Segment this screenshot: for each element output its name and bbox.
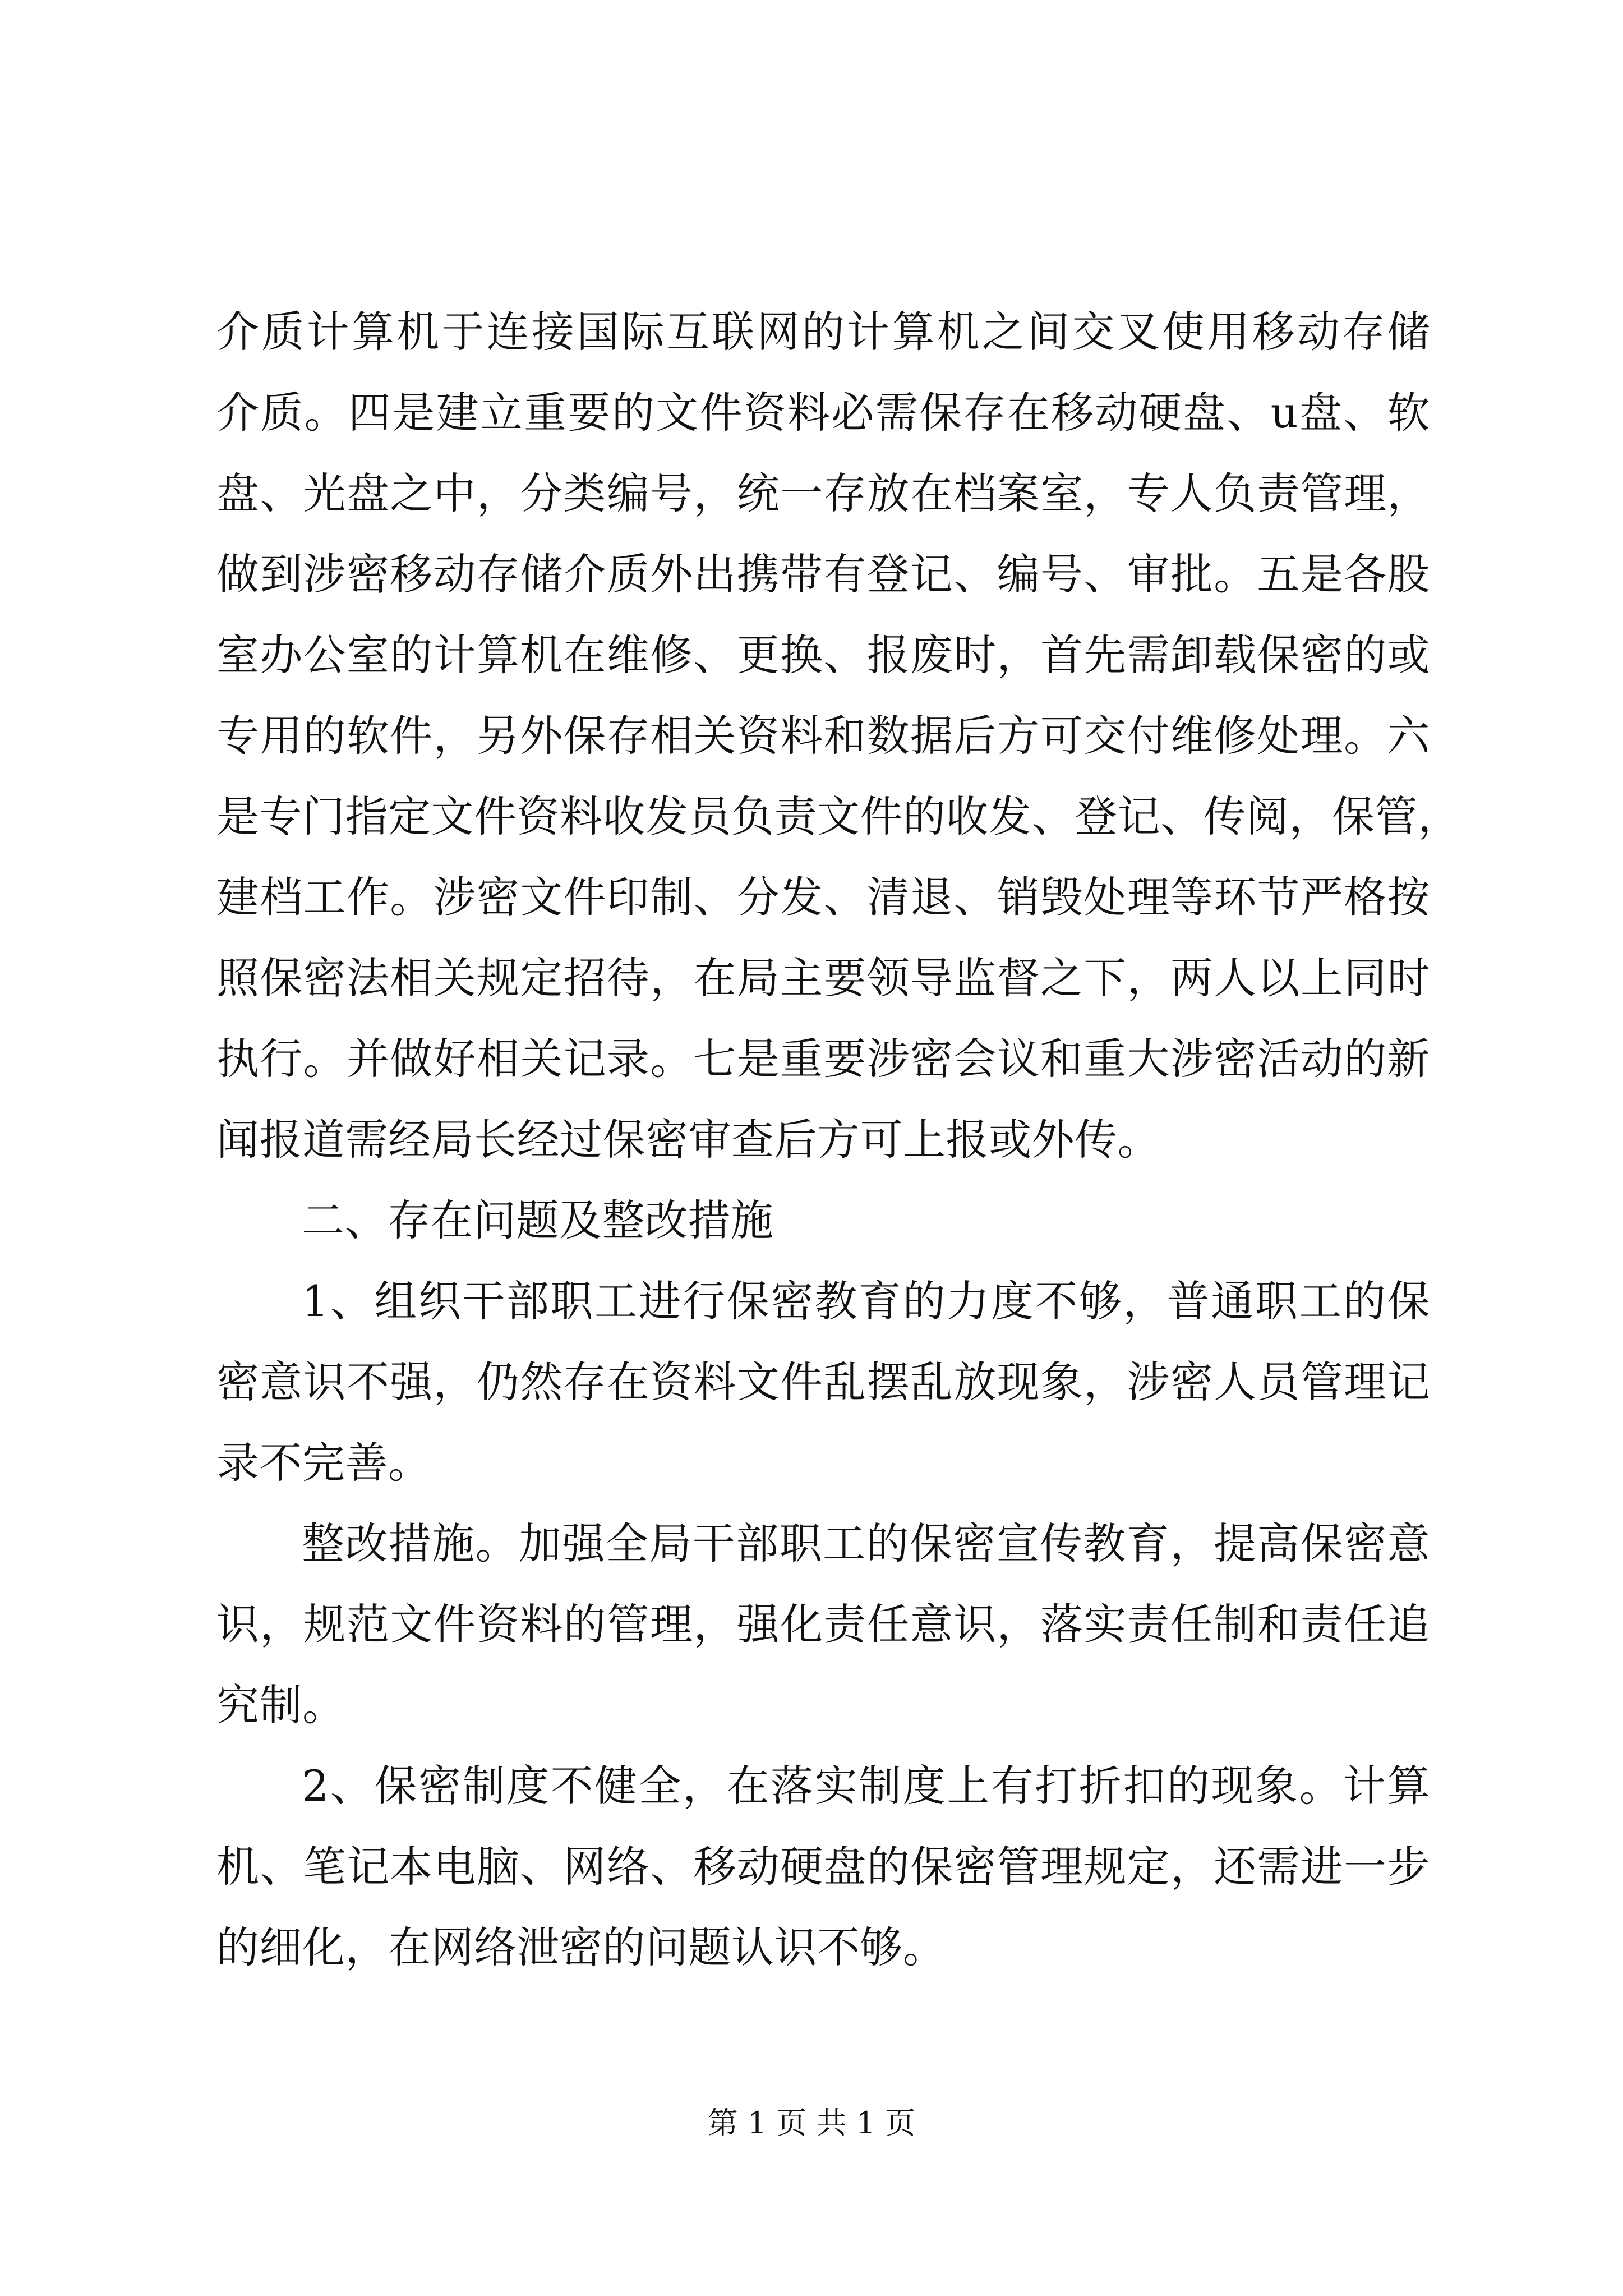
- text-line: 做到涉密移动存储介质外出携带有登记、编号、审批。五是各股: [216, 549, 1430, 599]
- text-line: 2、保密制度不健全，在落实制度上有打折扣的现象。计算: [302, 1761, 1430, 1811]
- text-line: 整改措施。加强全局干部职工的保密宣传教育，提高保密意: [302, 1519, 1430, 1568]
- page-number: 第 1 页 共 1 页: [707, 2105, 916, 2141]
- text-line: 专用的软件，另外保存相关资料和数据后方可交付维修处理。六: [216, 711, 1430, 761]
- text-line: 闻报道需经局长经过保密审查后方可上报或外传。: [216, 1115, 1160, 1165]
- text-line: 室办公室的计算机在维修、更换、报废时，首先需卸载保密的或: [216, 630, 1430, 680]
- document-body: [216, 292, 1461, 1988]
- text-line: 建档工作。涉密文件印制、分发、清退、销毁处理等环节严格按: [216, 872, 1430, 922]
- text-line: 照保密法相关规定招待，在局主要领导监督之下，两人以上同时: [216, 953, 1430, 1003]
- text-line: 介质计算机于连接国际互联网的计算机之间交叉使用移动存储: [216, 307, 1430, 357]
- text-line: 是专门指定文件资料收发员负责文件的收发、登记、传阅，保管，: [216, 792, 1461, 841]
- section-heading: 二、存在问题及整改措施: [302, 1195, 774, 1245]
- text-line: 介质。四是建立重要的文件资料必需保存在移动硬盘、u盘、软: [216, 388, 1430, 438]
- text-line: 识，规范文件资料的管理，强化责任意识，落实责任制和责任追: [216, 1599, 1430, 1649]
- text-line: 的细化，在网络泄密的问题认识不够。: [216, 1922, 946, 1972]
- text-line: 1、组织干部职工进行保密教育的力度不够，普通职工的保: [302, 1276, 1430, 1326]
- text-line: 盘、光盘之中，分类编号，统一存放在档案室，专人负责管理，: [216, 468, 1430, 518]
- text-line: 执行。并做好相关记录。七是重要涉密会议和重大涉密活动的新: [216, 1034, 1430, 1084]
- text-line: 机、笔记本电脑、网络、移动硬盘的保密管理规定，还需进一步: [216, 1842, 1430, 1892]
- text-line: 录不完善。: [216, 1438, 431, 1488]
- text-line: 密意识不强，仍然存在资料文件乱摆乱放现象，涉密人员管理记: [216, 1357, 1430, 1407]
- text-line: 究制。: [216, 1680, 345, 1730]
